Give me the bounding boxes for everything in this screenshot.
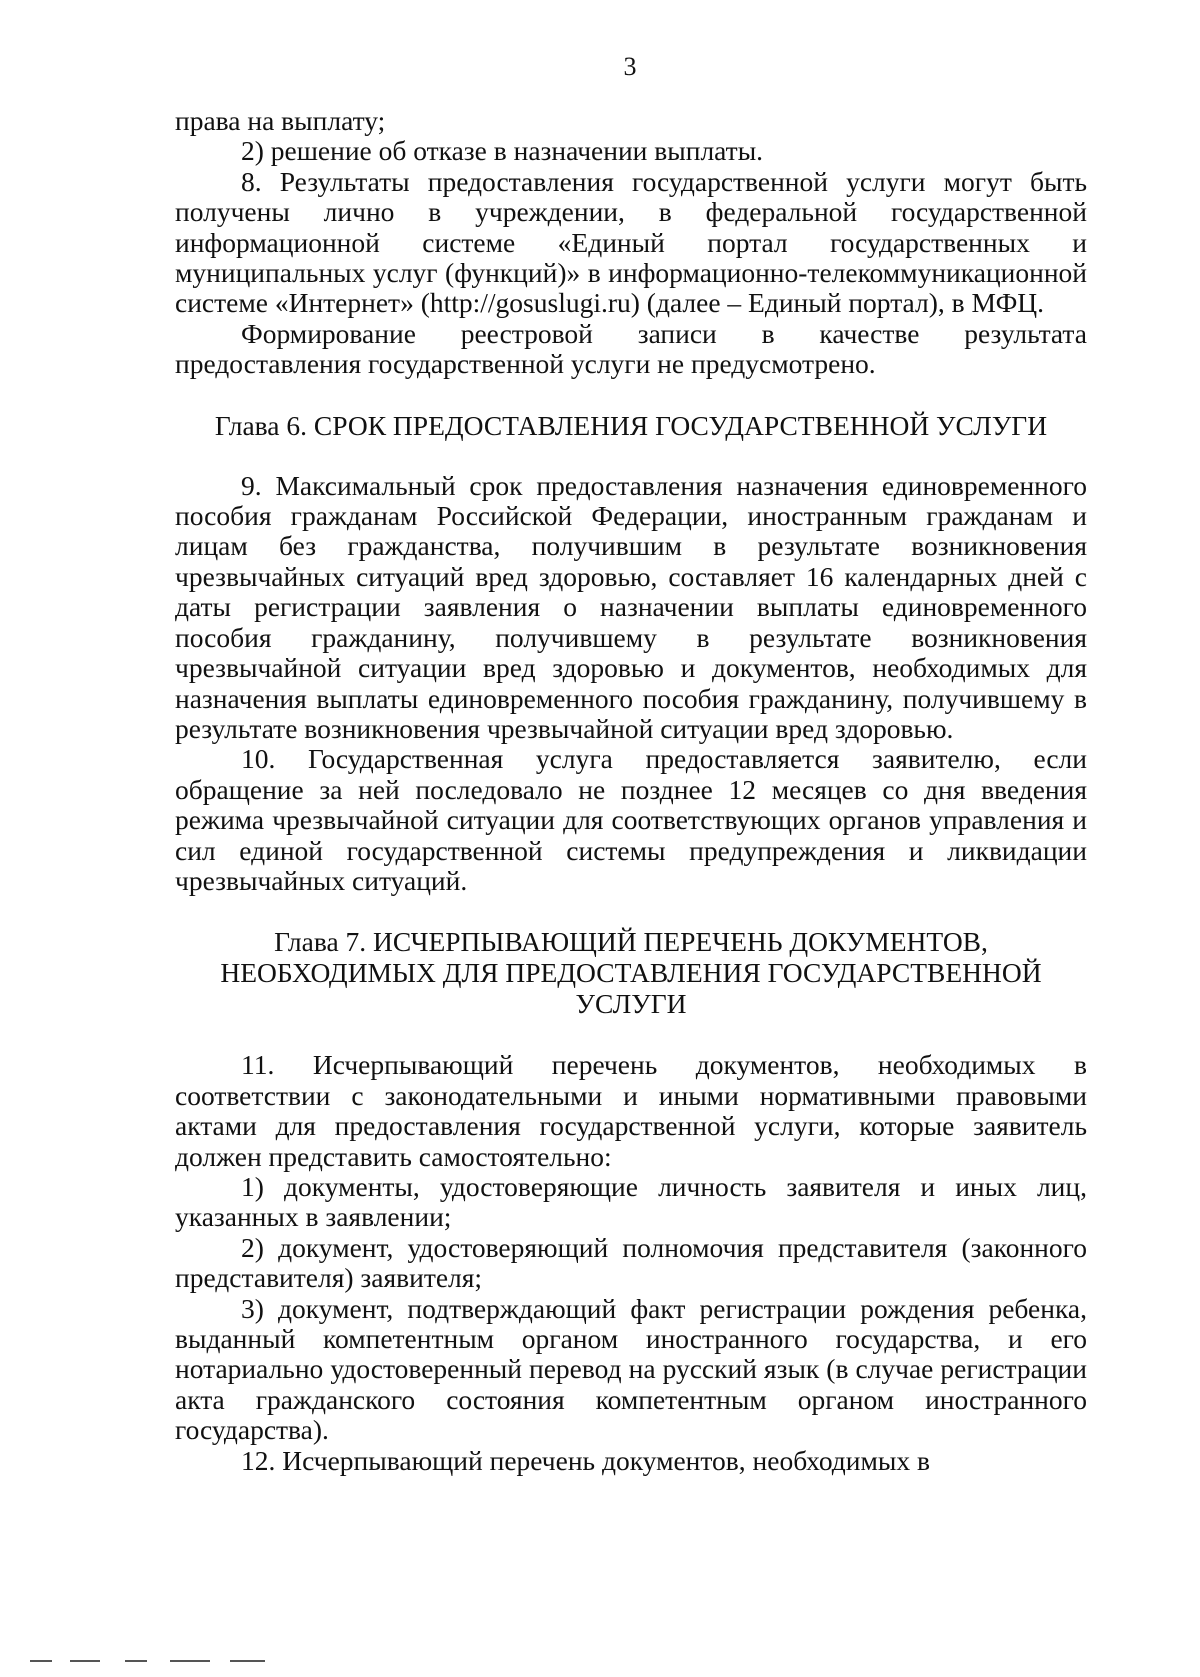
- page-number: 3: [623, 52, 637, 81]
- paragraph-10-service-provision: 10. Государственная услуга предоставляется заявителю, если обращение за ней последовало не позднее 12 месяцев со дня введения режима чрезвычайной ситуации для соответствующих органов управления и сил единой государственной системы предупреждения и ликвидации чрезвычайных ситуаций.: [175, 743, 1087, 896]
- paragraph-11-documents-list: 11. Исчерпывающий перечень документов, необходимых в соответствии с законодательными и иными нормативными правовыми актами для предоставления государственной услуги, которые заявитель должен представить самостоятельно:: [175, 1049, 1087, 1172]
- paragraph-registry-record: Формирование реестровой записи в качестве результата предоставления государственной услуги не предусмотрено.: [175, 317, 1087, 380]
- document-body: [175, 106, 1087, 1476]
- paragraph-12-documents-list: 12. Исчерпывающий перечень документов, необходимых в: [241, 1444, 931, 1476]
- paragraph-8-results: 8. Результаты предоставления государственной услуги могут быть получены лично в учреждении, в федеральной государственной информационной системе «Единый портал государственных и муниципальных услуг (функций)» в информационно-телекоммуникационной системе «Интернет» (http://gosuslugi.ru) (далее – Единый портал), в МФЦ.: [175, 165, 1087, 319]
- paragraph-9-max-term: 9. Максимальный срок предоставления назначения единовременного пособия гражданам Российской Федерации, иностранным гражданам и лицам без гражданства, получившим в результате возникновения чрезвычайных ситуаций вред здоровью, составляет 16 календарных дней с даты регистрации заявления о назначении выплаты единовременного пособия гражданину, получившему в результате возникновения чрезвычайной ситуации вред здоровью и документов, необходимых для назначения выплаты единовременного пособия гражданину, получившему в результате возникновения чрезвычайной ситуации вред здоровью.: [175, 469, 1087, 744]
- paragraph-continuation: права на выплату;: [175, 105, 386, 136]
- chapter-6-heading: Глава 6. СРОК ПРЕДОСТАВЛЕНИЯ ГОСУДАРСТВЕННОЙ УСЛУГИ: [214, 409, 1048, 441]
- list-item-representative-authority: 2) документ, удостоверяющий полномочия представителя (законного представителя) заявителя;: [175, 1231, 1087, 1294]
- chapter-7-heading: Глава 7. ИСЧЕРПЫВАЮЩИЙ ПЕРЕЧЕНЬ ДОКУМЕНТОВ, НЕОБХОДИМЫХ ДЛЯ ПРЕДОСТАВЛЕНИЯ ГОСУДАРСТВЕННОЙ УСЛУГИ: [220, 926, 1042, 1020]
- scan-artifact-lines: [30, 1660, 330, 1664]
- list-item-birth-registration: 3) документ, подтверждающий факт регистрации рождения ребенка, выданный компетентным органом иностранного государства, и его нотариально удостоверенный перевод на русский язык (в случае регистрации акта гражданского состояния компетентным органом иностранного государства).: [175, 1292, 1087, 1446]
- list-item-identity-documents: 1) документы, удостоверяющие личность заявителя и иных лиц, указанных в заявлении;: [175, 1170, 1087, 1233]
- list-item-refusal-decision: 2) решение об отказе в назначении выплаты.: [241, 135, 764, 167]
